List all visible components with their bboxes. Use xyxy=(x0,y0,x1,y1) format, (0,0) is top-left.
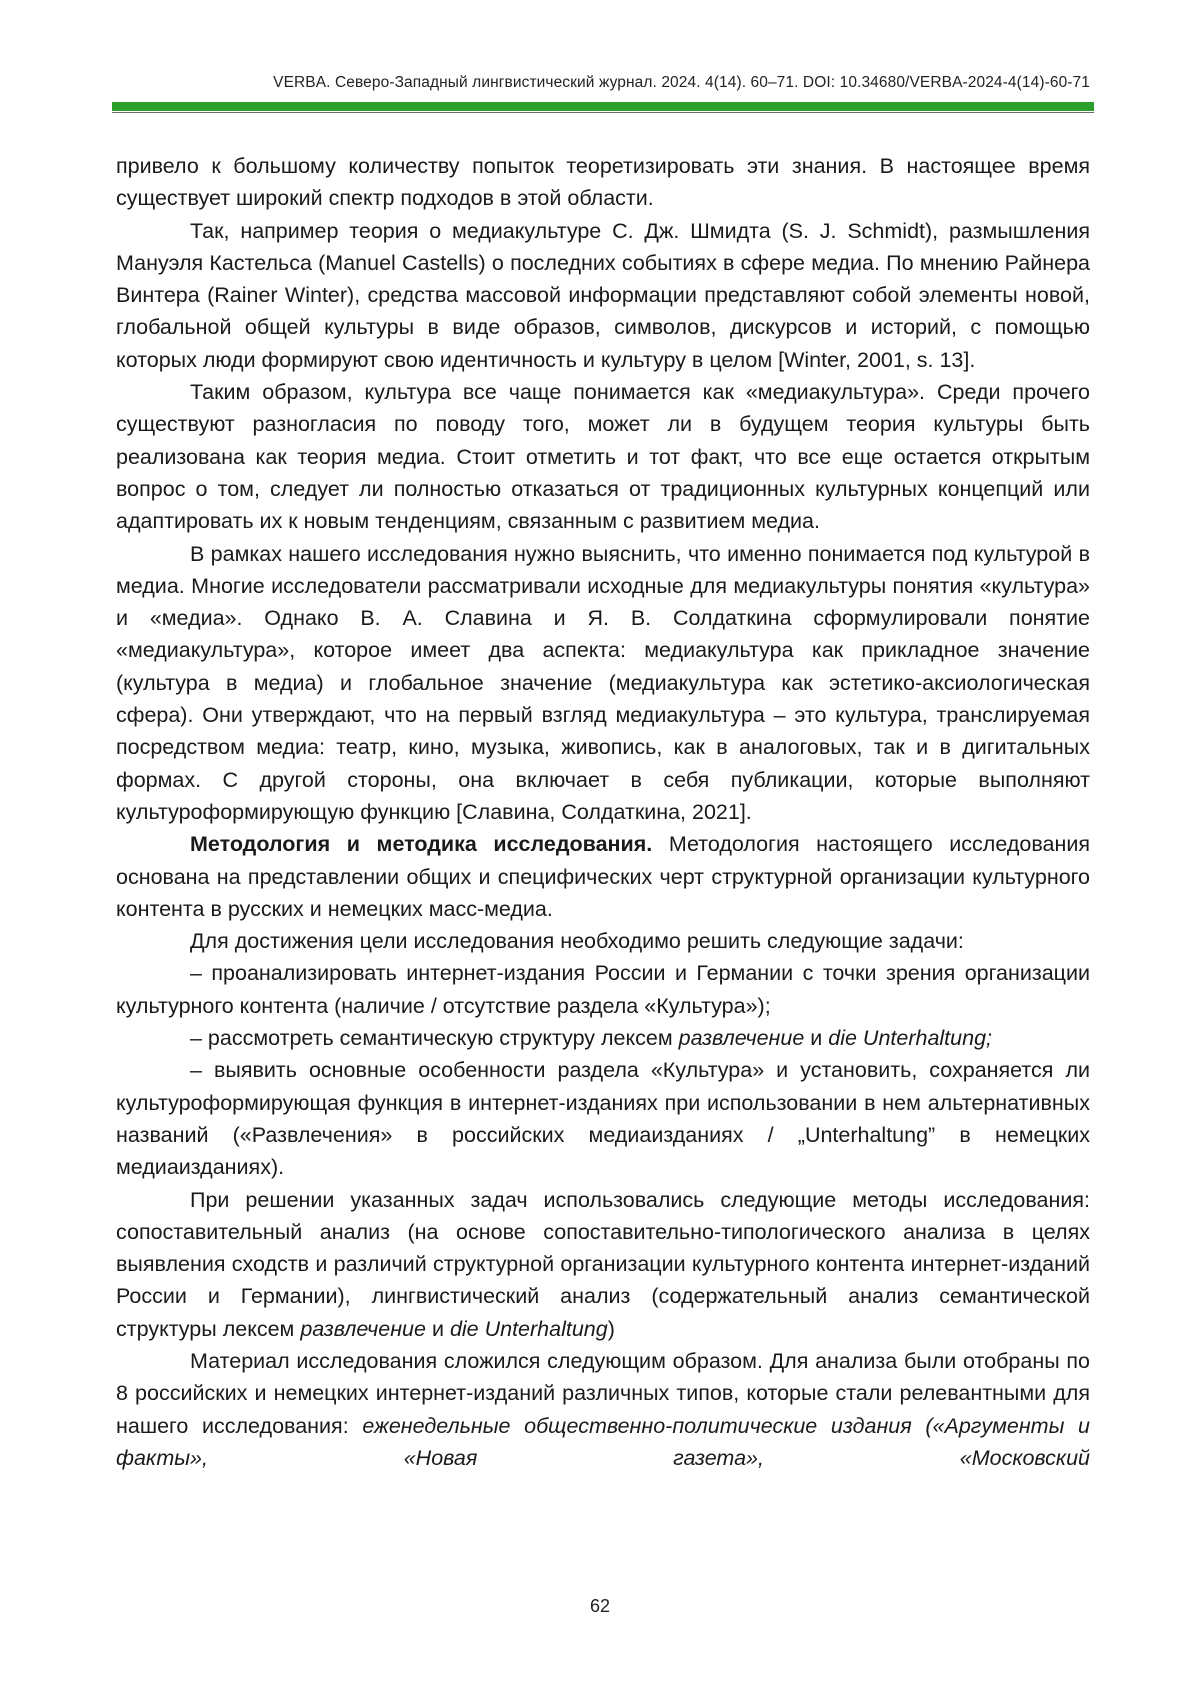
paragraph-5-text: Методология настоящего исследования основана на представлении общих и специфических черт структурной организации культурного контента в русских и немецких масс-медиа. xyxy=(116,832,1090,921)
header-rule xyxy=(112,102,1094,111)
paragraph-5 xyxy=(116,828,1090,925)
conjunction: и xyxy=(426,1317,450,1341)
paragraph-11 xyxy=(116,1345,1090,1474)
article-body xyxy=(116,150,1090,1474)
task-item-3: – выявить основные особенности раздела «Культура» и установить, сохраняется ли культуроформирующая функция в интернет-изданиях при использовании в нем альтернативных названий («Развлечения» в российских медиаизданиях / „Unterhaltung” в немецких медиаизданиях). xyxy=(116,1054,1090,1183)
closing-paren: ) xyxy=(608,1317,615,1341)
task-item-2-text: – рассмотреть семантическую структуру лексем xyxy=(190,1026,679,1050)
paragraph-10-text: При решении указанных задач использовались следующие методы исследования: сопоставительный анализ (на основе сопоставительно-типологического анализа в целях выявления сходств и различий структурной организации культурного контента интернет-изданий России и Германии), лингвистический анализ (содержательный анализ семантической структуры лексем xyxy=(116,1188,1090,1341)
paragraph-11-italic: еженедельные общественно-политические издания («Аргументы и факты», «Новая газета», «Московский xyxy=(116,1414,1090,1470)
paragraph-3: Таким образом, культура все чаще понимается как «медиакультура». Среди прочего существуют разногласия по поводу того, может ли в будущем теория культуры быть реализована как теория медиа. Стоит отметить и тот факт, что все еще остается открытым вопрос о том, следует ли полностью отказаться от традиционных культурных концепций или адаптировать их к новым тенденциям, связанным с развитием медиа. xyxy=(116,376,1090,537)
paragraph-11-text: Материал исследования сложился следующим образом. Для анализа были отобраны по 8 российских и немецких интернет-изданий различных типов, которые стали релевантными для нашего исследования: xyxy=(116,1349,1090,1438)
term-razvlechenie: развлечение xyxy=(300,1317,426,1341)
conjunction: и xyxy=(804,1026,828,1050)
task-item-2 xyxy=(116,1022,1090,1054)
section-heading: Методология и методика исследования. xyxy=(190,832,652,856)
paragraph-10 xyxy=(116,1184,1090,1345)
term-razvlechenie: развлечение xyxy=(679,1026,805,1050)
paragraph-1: привело к большому количеству попыток теоретизировать эти знания. В настоящее время существует широкий спектр подходов в этой области. xyxy=(116,150,1090,215)
paragraph-4: В рамках нашего исследования нужно выяснить, что именно понимается под культурой в медиа. Многие исследователи рассматривали исходные для медиакультуры понятия «культура» и «медиа». Однако В. А. Славина и Я. В. Солдаткина сформулировали понятие «медиакультура», которое имеет два аспекта: медиакультура как прикладное значение (культура в медиа) и глобальное значение (медиакультура как эстетико-аксиологическая сфера). Они утверждают, что на первый взгляд медиакультура – это культура, транслируемая посредством медиа: театр, кино, музыка, живопись, как в аналоговых, так и в дигитальных формах. С другой стороны, она включает в себя публикации, которые выполняют культуроформирующую функцию [Славина, Солдаткина, 2021]. xyxy=(116,538,1090,829)
paragraph-2: Так, например теория о медиакультуре С. Дж. Шмидта (S. J. Schmidt), размышления Мануэля Кастельса (Manuel Castells) о последних событиях в сфере медиа. По мнению Райнера Винтера (Rainer Winter), средства массовой информации представляют собой элементы новой, глобальной общей культуры в виде образов, символов, дискурсов и историй, с помощью которых люди формируют свою идентичность и культуру в целом [Winter, 2001, s. 13]. xyxy=(116,215,1090,376)
term-die-unterhaltung: die Unterhaltung; xyxy=(828,1026,992,1050)
running-header: VERBA. Северо-Западный лингвистический журнал. 2024. 4(14). 60–71. DOI: 10.34680/VERBA-2024-4(14)-60-71 xyxy=(112,74,1090,92)
page-number: 62 xyxy=(0,1596,1200,1617)
task-item-1: – проанализировать интернет-издания России и Германии с точки зрения организации культурного контента (наличие / отсутствие раздела «Культура»); xyxy=(116,957,1090,1022)
paragraph-6: Для достижения цели исследования необходимо решить следующие задачи: xyxy=(116,925,1090,957)
term-die-unterhaltung: die Unterhaltung xyxy=(450,1317,608,1341)
